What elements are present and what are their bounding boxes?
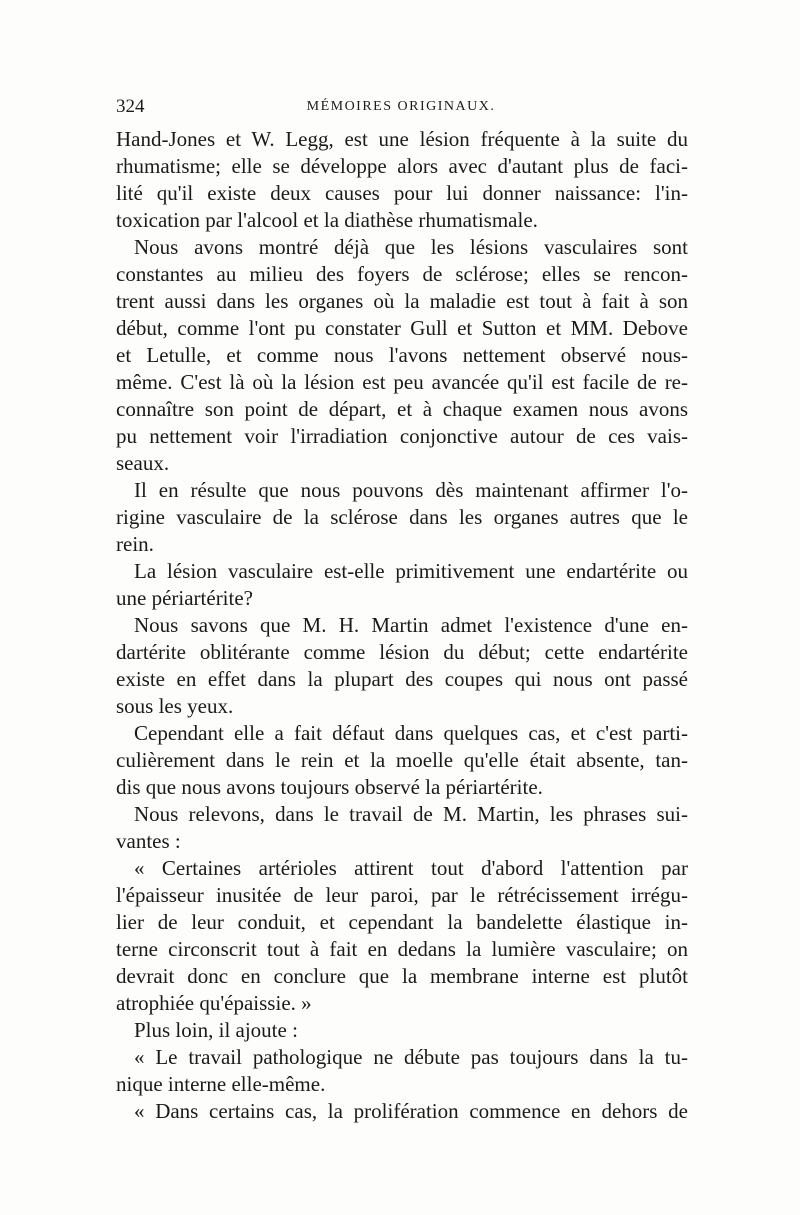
text-line: culièrement dans le rein et la moelle qu'elle était absente, tan- xyxy=(116,748,688,772)
page-header xyxy=(116,96,686,120)
text-line: devrait donc en conclure que la membrane interne est plutôt xyxy=(116,964,688,988)
text-line: rigine vasculaire de la sclérose dans les organes autres que le xyxy=(116,505,688,529)
text-line: une périartérite? xyxy=(116,586,253,610)
text-line: même. C'est là où la lésion est peu avancée qu'il est facile de re- xyxy=(116,370,688,394)
text-line: l'épaisseur inusitée de leur paroi, par le rétrécissement irrégu- xyxy=(116,883,688,907)
text-line: dartérite oblitérante comme lésion du début; cette endartérite xyxy=(116,640,688,664)
text-line: Cependant elle a fait défaut dans quelques cas, et c'est parti- xyxy=(134,721,688,745)
text-line: « Dans certains cas, la prolifération commence en dehors de xyxy=(134,1099,688,1123)
body-text xyxy=(116,126,688,1125)
text-line: terne circonscrit tout à fait en dedans la lumière vasculaire; on xyxy=(116,937,688,961)
text-line: constantes au milieu des foyers de sclérose; elles se rencon- xyxy=(116,262,688,286)
text-line: nique interne elle-même. xyxy=(116,1072,326,1096)
text-line: Nous relevons, dans le travail de M. Martin, les phrases sui- xyxy=(134,802,688,826)
text-line: atrophiée qu'épaissie. » xyxy=(116,991,312,1015)
text-line: lité qu'il existe deux causes pour lui donner naissance: l'in- xyxy=(116,181,688,205)
text-line: existe en effet dans la plupart des coupes qui nous ont passé xyxy=(116,667,688,691)
text-line: toxication par l'alcool et la diathèse rhumatismale. xyxy=(116,208,538,232)
text-line: « Le travail pathologique ne débute pas toujours dans la tu- xyxy=(134,1045,688,1069)
text-line: sous les yeux. xyxy=(116,694,234,718)
text-line: Plus loin, il ajoute : xyxy=(134,1018,298,1042)
text-line: Nous avons montré déjà que les lésions vasculaires sont xyxy=(134,235,688,259)
text-line: connaître son point de départ, et à chaque examen nous avons xyxy=(116,397,688,421)
text-line: seaux. xyxy=(116,451,170,475)
text-line: dis que nous avons toujours observé la périartérite. xyxy=(116,775,543,799)
text-line: lier de leur conduit, et cependant la bandelette élastique in- xyxy=(116,910,688,934)
text-line: Hand-Jones et W. Legg, est une lésion fréquente à la suite du xyxy=(116,127,688,151)
text-line: La lésion vasculaire est-elle primitivement une endartérite ou xyxy=(134,559,688,583)
text-line: Nous savons que M. H. Martin admet l'existence d'une en- xyxy=(134,613,688,637)
text-line: pu nettement voir l'irradiation conjonctive autour de ces vais- xyxy=(116,424,688,448)
text-line: et Letulle, et comme nous l'avons nettement observé nous- xyxy=(116,343,688,367)
text-line: rhumatisme; elle se développe alors avec d'autant plus de faci- xyxy=(116,154,688,178)
text-line: début, comme l'ont pu constater Gull et Sutton et MM. Debove xyxy=(116,316,688,340)
text-line: Il en résulte que nous pouvons dès maintenant affirmer l'o- xyxy=(134,478,688,502)
text-line: vantes : xyxy=(116,829,181,853)
text-line: rein. xyxy=(116,532,154,556)
page-number: 324 xyxy=(116,96,145,117)
text-line: trent aussi dans les organes où la maladie est tout à fait à son xyxy=(116,289,688,313)
running-title: MÉMOIRES ORIGINAUX. xyxy=(306,99,496,114)
text-line: « Certaines artérioles attirent tout d'abord l'attention par xyxy=(134,856,688,880)
